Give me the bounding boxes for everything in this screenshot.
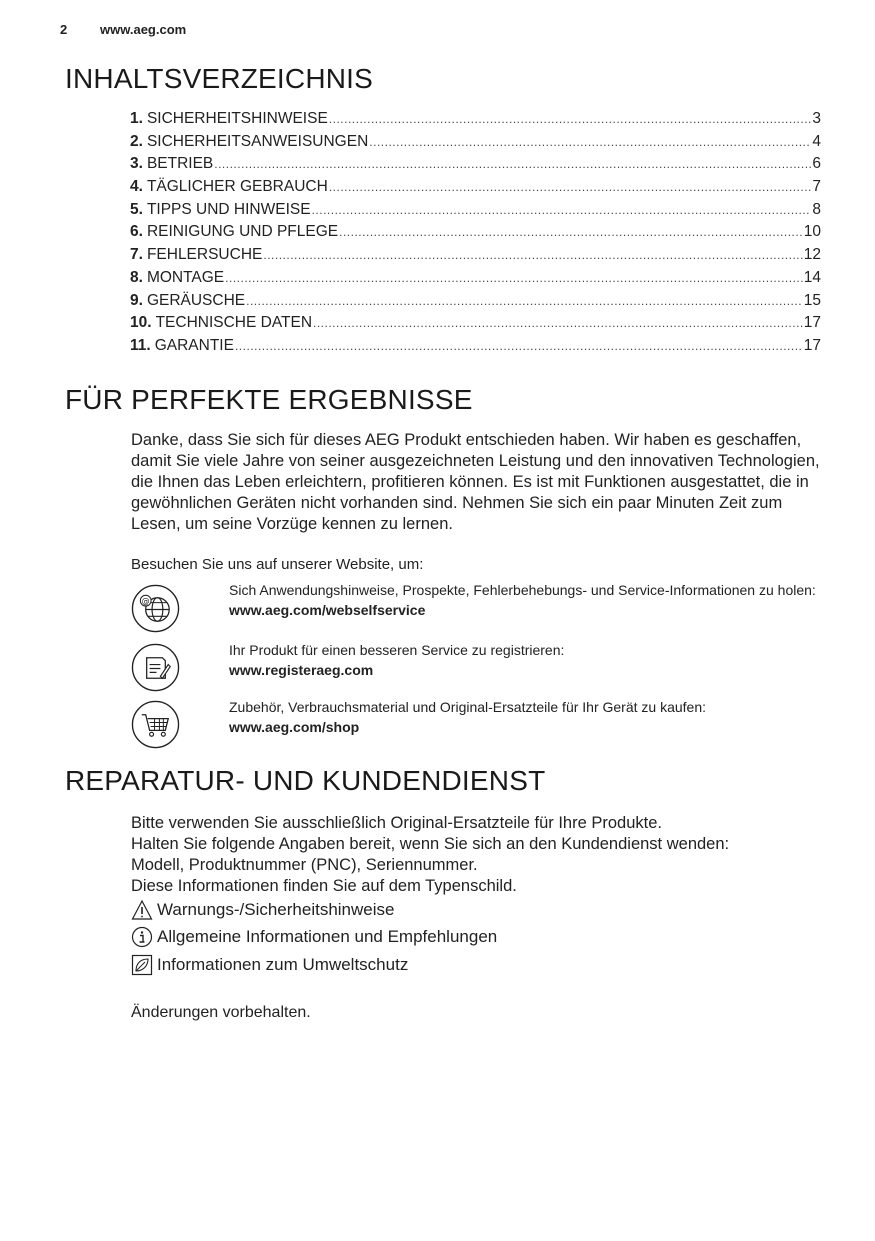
- service-body-2: Halten Sie folgende Angaben bereit, wenn Sie sich an den Kundendienst wenden: Modell, Produktnummer (PNC), Seriennummer.: [131, 835, 730, 874]
- results-title: FÜR PERFEKTE ERGEBNISSE: [65, 384, 473, 415]
- legend-info: Allgemeine Informationen und Empfehlungen: [131, 926, 497, 948]
- service-title: REPARATUR- UND KUNDENDIENST: [65, 765, 546, 796]
- changes-reserved-note: Änderungen vorbehalten.: [131, 1004, 311, 1021]
- service-body-3: Diese Informationen finden Sie auf dem Typenschild.: [131, 877, 517, 895]
- toc-item[interactable]: 7. FEHLERSUCHE ..... 12: [130, 246, 821, 269]
- toc-item[interactable]: 11. GARANTIE ..... 17: [130, 337, 821, 360]
- service-body-1: Bitte verwenden Sie ausschließlich Original-Ersatzteile für Ihre Produkte.: [131, 814, 662, 832]
- table-of-contents: [130, 110, 821, 360]
- toc-item[interactable]: 3. BETRIEB ..... 6: [130, 155, 821, 178]
- toc-item[interactable]: 1. SICHERHEITSHINWEISE ..... 3: [130, 110, 821, 133]
- registeraeg-link[interactable]: www.registeraeg.com: [229, 662, 374, 678]
- toc-item[interactable]: 9. GERÄUSCHE ..... 15: [130, 292, 821, 315]
- page-header: [60, 22, 186, 37]
- info-icon: [131, 926, 153, 948]
- header-website-link[interactable]: www.aeg.com: [100, 22, 187, 37]
- results-intro: Danke, dass Sie sich für dieses AEG Produkt entschieden haben. Wir haben es geschaffen, damit Sie viele Jahre von seiner ausgezeichneten Leistung und den innovativen Technologien, die Ihnen das Leben erleichtern, profitieren können. Es ist mit Funktionen ausgestattet, die in gewöhnlichen Geräten nicht vorhanden sind. Nehmen Sie sich ein paar Minuten Zeit zum Lesen, um seine Vorzüge kennen zu lernen.: [131, 431, 820, 533]
- service-web: Sich Anwendungshinweise, Prospekte, Fehlerbehebungs- und Service-Informationen zu holen: www.aeg.com/webselfservice: [229, 580, 819, 620]
- register-icon: [131, 643, 180, 692]
- leaf-icon: [131, 954, 153, 976]
- legend-environment: Informationen zum Umweltschutz: [131, 954, 408, 976]
- web-icon: [131, 584, 180, 633]
- toc-item[interactable]: 2. SICHERHEITSANWEISUNGEN ..... 4: [130, 133, 821, 156]
- webselfservice-link[interactable]: www.aeg.com/webselfservice: [229, 602, 426, 618]
- service-register: Ihr Produkt für einen besseren Service zu registrieren: www.registeraeg.com: [229, 640, 819, 680]
- toc-item[interactable]: 8. MONTAGE ..... 14: [130, 269, 821, 292]
- toc-item[interactable]: 6. REINIGUNG UND PFLEGE ..... 10: [130, 223, 821, 246]
- shop-cart-icon: [131, 700, 180, 749]
- toc-title: INHALTSVERZEICHNIS: [65, 63, 374, 94]
- warning-icon: [131, 899, 153, 921]
- page-number: 2: [60, 22, 68, 37]
- service-shop: Zubehör, Verbrauchsmaterial und Original-Ersatzteile für Ihr Gerät zu kaufen: www.aeg.com/shop: [229, 697, 819, 737]
- legend-warning: Warnungs-/Sicherheitshinweise: [131, 899, 394, 921]
- toc-item[interactable]: 5. TIPPS UND HINWEISE ..... 8: [130, 201, 821, 224]
- toc-item[interactable]: 4. TÄGLICHER GEBRAUCH ..... 7: [130, 178, 821, 201]
- shop-link[interactable]: www.aeg.com/shop: [229, 719, 360, 735]
- visit-text: Besuchen Sie uns auf unserer Website, um:: [131, 556, 424, 573]
- toc-item[interactable]: 10. TECHNISCHE DATEN ..... 17: [130, 314, 821, 337]
- svg-text:@: @: [141, 596, 150, 606]
